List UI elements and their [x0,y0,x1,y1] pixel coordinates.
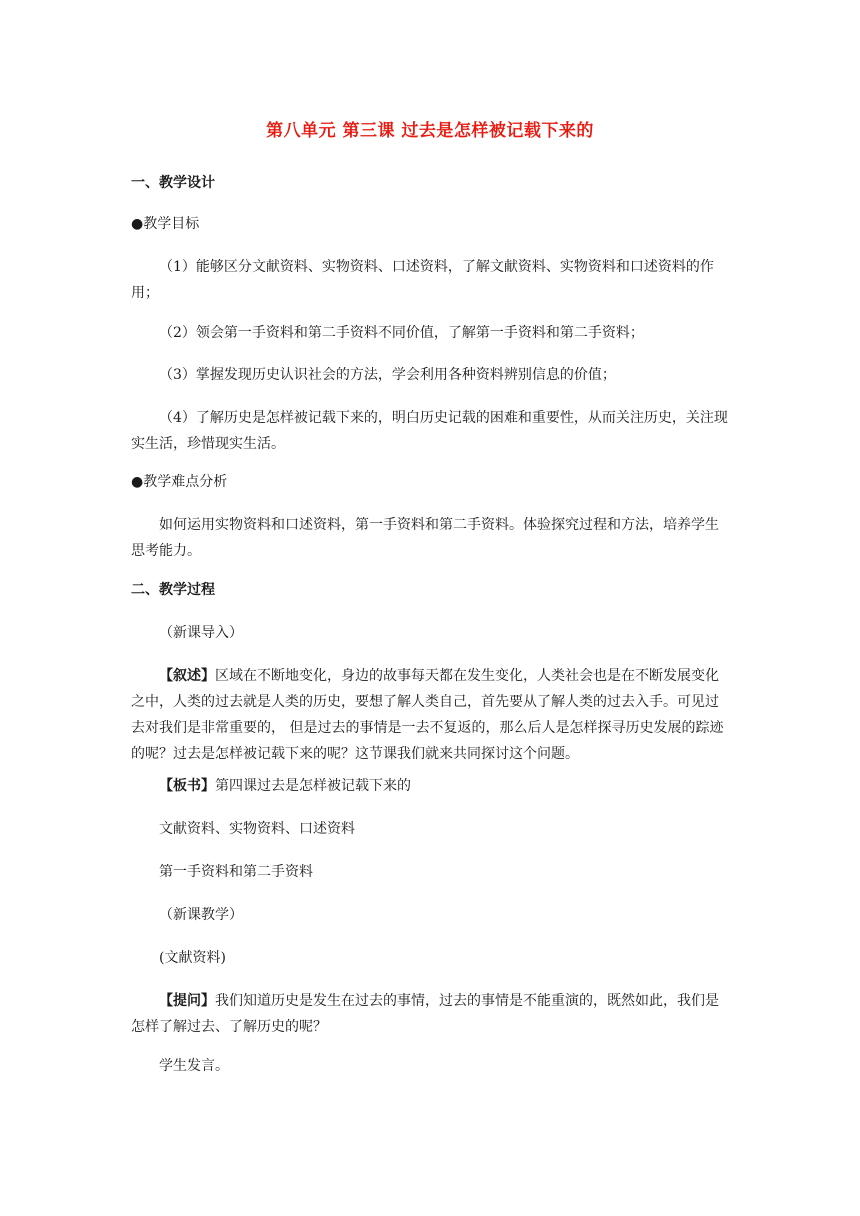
section-heading-process: 二、教学过程 [131,582,215,598]
board-text: 第四课过去是怎样被记载下来的 [215,778,411,794]
student-speech: 学生发言。 [159,1058,229,1074]
question-tag: 【提问】 [159,993,215,1009]
board-tag: 【板书】 [159,778,215,794]
narration-tag: 【叙述】 [159,668,215,684]
question-paragraph [131,988,731,1040]
teaching-label: （新课教学） [159,907,243,923]
question-text: 我们知道历史是发生在过去的事情，过去的事情是不能重演的，既然如此，我们是怎样了解过去、了解历史的呢？ [131,993,719,1035]
narration-text: 区域在不断地变化，身边的故事每天都在发生变化，人类社会也是在不断发展变化之中，人类的过去就是人类的历史，要想了解人类自己，首先要从了解人类的过去入手。可见过去对我们是非常重要的， 但是过去的事情是一去不复返的，那么后人是怎样探寻历史发展的踪迹的呢？过去是怎样被记载下来的呢？这节课我们就来共同探讨这个问题。 [131,668,724,762]
section-heading-design: 一、教学设计 [131,175,215,191]
board-line-2: 文献资料、实物资料、口述资料 [159,821,355,837]
goal-item-3: （3）掌握发现历史认识社会的方法，学会利用各种资料辨别信息的价值； [159,367,616,383]
board-line-3: 第一手资料和第二手资料 [159,864,313,880]
difficulty-text: 如何运用实物资料和口述资料，第一手资料和第二手资料。体验探究过程和方法，培养学生思考能力。 [131,517,719,559]
goals-heading: ●教学目标 [131,216,200,232]
narration-paragraph [131,663,731,767]
board-paragraph [131,773,731,799]
goal-item-1: （1）能够区分文献资料、实物资料、口述资料，了解文献资料、实物资料和口述资料的作用； [131,259,714,301]
goal-item-4: （4）了解历史是怎样被记载下来的，明白历史记载的困难和重要性，从而关注历史，关注现实生活，珍惜现实生活。 [131,410,728,452]
difficulty-heading: ●教学难点分析 [131,474,228,490]
goal-item-2: （2）领会第一手资料和第二手资料不同价值，了解第一手资料和第二手资料； [159,325,644,341]
page-title: 第八单元 第三课 过去是怎样被记载下来的 [266,121,594,141]
literature-label: (文献资料) [159,950,226,966]
intro-label: （新课导入） [159,625,243,641]
